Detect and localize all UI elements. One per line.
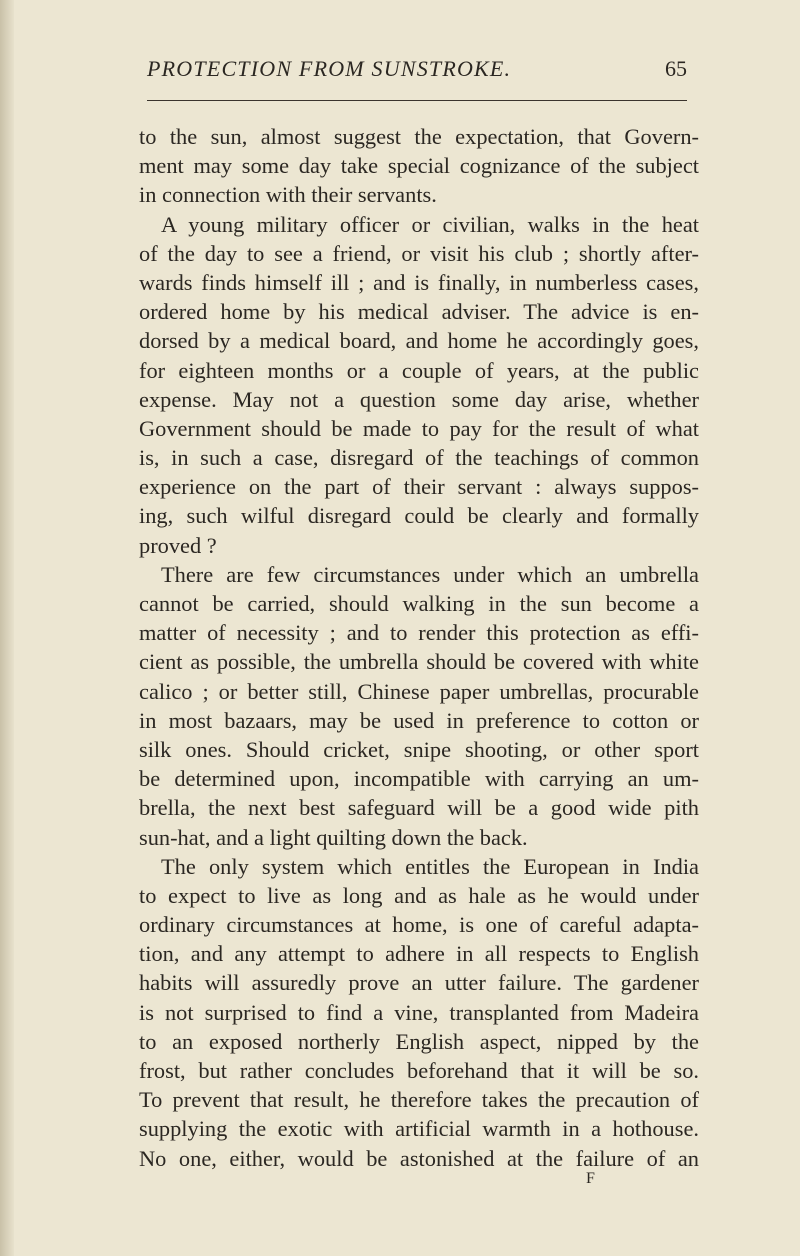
text-line: frost, but rather concludes beforehand that it will be so. [139, 1058, 699, 1083]
text-line: to the sun, almost suggest the expectation, that Govern- [139, 124, 699, 149]
text-line: calico ; or better still, Chinese paper umbrellas, procurable [139, 678, 699, 704]
paragraph-start-line: A young military officer or civilian, walks in the heat [161, 211, 699, 237]
text-line: in most bazaars, may be used in preference to cotton or [139, 707, 699, 733]
text-line: ordinary circumstances at home, is one of careful adapta- [139, 912, 699, 938]
text-line: habits will assuredly prove an utter failure. The gardener [139, 970, 699, 996]
text-line: proved ? [139, 532, 217, 558]
signature-mark: F [586, 1170, 596, 1187]
text-line: be determined upon, incompatible with carrying an um- [139, 766, 699, 792]
text-line: ment may some day take special cognizance of the subject [139, 153, 699, 179]
header-rule [147, 100, 687, 101]
text-line: is, in such a case, disregard of the teachings of common [139, 445, 699, 471]
text-line: dorsed by a medical board, and home he accordingly goes, [139, 328, 699, 354]
text-line: To prevent that result, he therefore takes the precaution of [139, 1087, 699, 1113]
running-title: PROTECTION FROM SUNSTROKE. [147, 56, 512, 81]
text-line: wards finds himself ill ; and is finally, in numberless cases, [139, 269, 699, 295]
running-head [147, 56, 687, 92]
text-line: supplying the exotic with artificial warmth in a hothouse. [139, 1116, 699, 1142]
paragraph-start-line: The only system which entitles the European in India [161, 853, 699, 879]
text-line: ordered home by his medical adviser. The advice is en- [139, 299, 699, 325]
text-line: to expect to live as long and as hale as he would under [139, 882, 699, 908]
page-edge-shadow [0, 0, 14, 1256]
text-line: sun-hat, and a light quilting down the back. [139, 824, 528, 850]
text-line: cannot be carried, should walking in the sun become a [139, 591, 699, 616]
text-line: for eighteen months or a couple of years, at the public [139, 357, 699, 383]
page-number: 65 [665, 56, 687, 81]
text-line: Government should be made to pay for the result of what [139, 415, 699, 441]
text-line: in connection with their servants. [139, 182, 437, 208]
text-line: ing, such wilful disregard could be clearly and formally [139, 503, 699, 529]
text-line: of the day to see a friend, or visit his club ; shortly after- [139, 240, 699, 266]
text-line: is not surprised to find a vine, transplanted from Madeira [139, 999, 699, 1025]
paragraph-start-line: There are few circumstances under which an umbrella [161, 561, 699, 587]
text-line: brella, the next best safeguard will be a good wide pith [139, 795, 699, 821]
text-line: tion, and any attempt to adhere in all respects to English [139, 941, 699, 967]
text-line: matter of necessity ; and to render this protection as effi- [139, 620, 699, 646]
body-text [139, 122, 699, 1173]
text-line: to an exposed northerly English aspect, nipped by the [139, 1028, 699, 1054]
text-line: silk ones. Should cricket, snipe shooting, or other sport [139, 736, 699, 762]
text-line: No one, either, would be astonished at the failure of an [139, 1145, 699, 1171]
text-line: expense. May not a question some day arise, whether [139, 386, 699, 412]
text-line: experience on the part of their servant : always suppos- [139, 474, 699, 500]
text-line: cient as possible, the umbrella should be covered with white [139, 649, 699, 675]
